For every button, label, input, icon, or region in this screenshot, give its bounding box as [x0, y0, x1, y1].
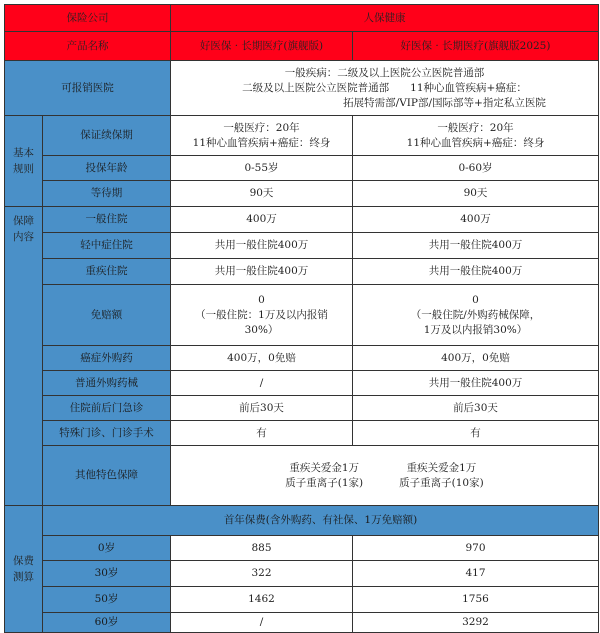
table-row [5, 233, 599, 259]
other-benefits-b: 重疾关爱金1万 质子重离子(10家) [399, 461, 484, 489]
company-name: 人保健康 [171, 5, 599, 32]
table-row [5, 207, 599, 233]
premium-row [5, 536, 599, 561]
value-a: 前后30天 [171, 396, 353, 421]
premium-b: 1756 [353, 587, 599, 613]
product-a: 好医保 · 长期医疗(旗舰版) [171, 32, 353, 61]
table-row [5, 156, 599, 181]
row-label: 其他特色保障 [43, 446, 171, 506]
value-a: 400万 [171, 207, 353, 233]
value-b: 90天 [353, 181, 599, 207]
hospital-label: 可报销医院 [5, 61, 171, 116]
value-b: 前后30天 [353, 396, 599, 421]
hospital-line: 二级及以上医院公立医院普通部 11种心血管疾病+癌症： [242, 81, 527, 94]
value-b: 0 （一般住院/外购药械保障， 1万及以内报销30%） [353, 285, 599, 346]
value-b: 有 [353, 421, 599, 446]
premium-row [5, 561, 599, 587]
row-label: 普通外购药械 [43, 371, 171, 396]
value-a: 有 [171, 421, 353, 446]
age-label: 60岁 [43, 613, 171, 633]
hospital-line: 一般疾病：二级及以上医院公立医院普通部 [284, 66, 485, 79]
row-label: 一般住院 [43, 207, 171, 233]
premium-row [5, 587, 599, 613]
comparison-table [4, 4, 599, 633]
value-a: 一般医疗：20年 11种心血管疾病+癌症：终身 [171, 116, 353, 156]
product-label: 产品名称 [5, 32, 171, 61]
row-label: 等待期 [43, 181, 171, 207]
product-b: 好医保 · 长期医疗(旗舰版2025) [353, 32, 599, 61]
hospital-value [171, 61, 599, 116]
value-b: 0-60岁 [353, 156, 599, 181]
premium-a: 1462 [171, 587, 353, 613]
row-label: 免赔额 [43, 285, 171, 346]
value-b: 共用一般住院400万 [353, 233, 599, 259]
table-row [5, 421, 599, 446]
company-label: 保险公司 [5, 5, 171, 32]
premium-title: 首年保费(含外购药、有社保、1万免赔额) [43, 506, 599, 536]
group-coverage: 保障 内容 [5, 207, 43, 506]
value-b: 共用一般住院400万 [353, 371, 599, 396]
table-row [5, 259, 599, 285]
table-row [5, 181, 599, 207]
age-label: 50岁 [43, 587, 171, 613]
premium-b: 3292 [353, 613, 599, 633]
row-label: 投保年龄 [43, 156, 171, 181]
value-a: 共用一般住院400万 [171, 259, 353, 285]
row-label: 特殊门诊、门诊手术 [43, 421, 171, 446]
table-row [5, 396, 599, 421]
table-row [5, 285, 599, 346]
value-a: 90天 [171, 181, 353, 207]
row-label: 重疾住院 [43, 259, 171, 285]
premium-b: 970 [353, 536, 599, 561]
table-row [5, 346, 599, 371]
age-label: 30岁 [43, 561, 171, 587]
value-b: 400万 [353, 207, 599, 233]
premium-a: / [171, 613, 353, 633]
premium-a: 885 [171, 536, 353, 561]
group-basic-rules: 基本 规则 [5, 116, 43, 207]
row-label: 癌症外购药 [43, 346, 171, 371]
premium-row [5, 613, 599, 633]
premium-a: 322 [171, 561, 353, 587]
other-benefits-a: 重疾关爱金1万 质子重离子(1家) [285, 461, 364, 489]
table-row [5, 371, 599, 396]
value-a: 共用一般住院400万 [171, 233, 353, 259]
value-a: 400万，0免赔 [171, 346, 353, 371]
table-row [5, 116, 599, 156]
value-b: 一般医疗：20年 11种心血管疾病+癌症：终身 [353, 116, 599, 156]
row-label: 轻中症住院 [43, 233, 171, 259]
row-label: 保证续保期 [43, 116, 171, 156]
age-label: 0岁 [43, 536, 171, 561]
other-benefits [171, 446, 599, 506]
value-b: 400万，0免赔 [353, 346, 599, 371]
premium-b: 417 [353, 561, 599, 587]
hospital-line: 拓展特需部/VIP部/国际部等+指定私立医院 [343, 96, 546, 109]
value-b: 共用一般住院400万 [353, 259, 599, 285]
value-a: / [171, 371, 353, 396]
value-a: 0-55岁 [171, 156, 353, 181]
group-premium: 保费 测算 [5, 506, 43, 633]
value-a: 0 （一般住院：1万及以内报销 30%） [171, 285, 353, 346]
row-label: 住院前后门急诊 [43, 396, 171, 421]
